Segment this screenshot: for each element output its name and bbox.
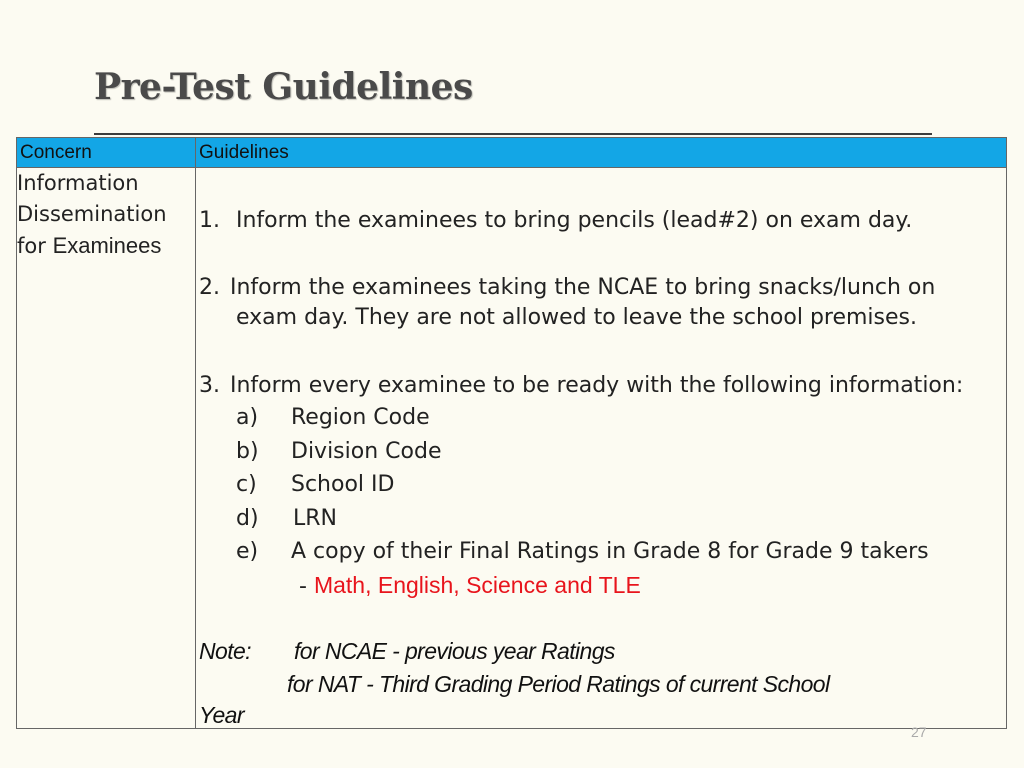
subitem-text: LRN bbox=[293, 506, 337, 531]
note-line-2: for NAT - Third Grading Period Ratings of current School bbox=[287, 671, 830, 697]
note-line-3: Year bbox=[199, 702, 244, 728]
header-guidelines: Guidelines bbox=[196, 138, 1007, 168]
subitem-letter: a) bbox=[236, 405, 259, 430]
guidelines-cell bbox=[196, 168, 1007, 729]
item-number: 2. bbox=[199, 275, 220, 300]
subjects-highlight: Math, English, Science and TLE bbox=[313, 572, 641, 598]
guideline-item-3: Inform every examinee to be ready with the following information: bbox=[230, 373, 964, 398]
concern-cell bbox=[17, 168, 196, 729]
item-number: 1. bbox=[199, 208, 220, 233]
subitem-letter: e) bbox=[236, 539, 259, 564]
note-label: Note: bbox=[199, 638, 251, 664]
concern-line: Dissemination bbox=[17, 202, 167, 226]
subitem-letter: d) bbox=[236, 506, 259, 531]
subitem-letter: c) bbox=[236, 472, 257, 497]
subitem-text: Region Code bbox=[291, 405, 430, 430]
title-underline bbox=[94, 133, 932, 135]
guideline-item-1: Inform the examinees to bring pencils (lead#2) on exam day. bbox=[236, 208, 913, 233]
page-number: 27 bbox=[911, 724, 927, 740]
subjects-dash: - bbox=[299, 574, 314, 599]
subitem-text: Division Code bbox=[291, 439, 442, 464]
subitem-text: School ID bbox=[291, 472, 395, 497]
concern-line bbox=[17, 230, 195, 262]
concern-examinees: Examinees bbox=[52, 233, 162, 258]
guideline-item-2-line2: exam day. They are not allowed to leave the school premises. bbox=[236, 305, 918, 330]
note-line-1: for NCAE - previous year Ratings bbox=[294, 638, 615, 664]
subitem-text: A copy of their Final Ratings in Grade 8 for Grade 9 takers bbox=[291, 539, 929, 564]
subjects-line bbox=[299, 572, 641, 599]
guidelines-table bbox=[16, 137, 1007, 729]
table-row bbox=[17, 168, 1007, 729]
concern-prefix: for bbox=[17, 234, 53, 258]
subitem-letter: b) bbox=[236, 439, 259, 464]
concern-line: Information bbox=[17, 171, 139, 195]
header-concern: Concern bbox=[17, 138, 196, 168]
guideline-item-2-line1: Inform the examinees taking the NCAE to bring snacks/lunch on bbox=[230, 275, 936, 300]
table-header-row bbox=[17, 138, 1007, 168]
item-number: 3. bbox=[199, 373, 220, 398]
slide-title: Pre-Test Guidelines bbox=[94, 66, 473, 108]
